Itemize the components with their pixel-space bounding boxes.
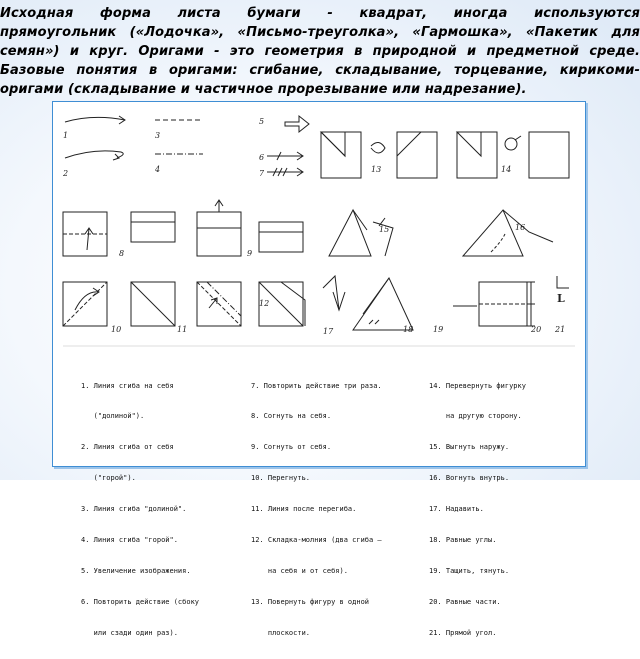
legend-column-2: [251, 360, 382, 659]
symbol-12-zigzag-fold: [197, 282, 305, 326]
label-16: 16: [515, 223, 526, 232]
symbol-8-fold-forward: [63, 212, 107, 256]
legend-line: 14. Перевернуть фигурку: [429, 381, 526, 390]
label-10: 10: [111, 325, 122, 334]
label-13: 13: [371, 165, 382, 174]
legend-line: 19. Тащить, тянуть.: [429, 566, 510, 575]
label-5: 5: [259, 117, 265, 126]
intro-line-4: Базовые понятия в оригами: сгибание, складывание, торцевание, кирикоми-: [0, 63, 640, 78]
legend-line: или сзади один раз).: [81, 628, 178, 637]
label-4: 4: [155, 165, 161, 174]
legend-line: на другую сторону.: [429, 412, 522, 421]
legend-line: 3. Линия сгиба "долиной".: [81, 505, 187, 514]
label-7: 7: [259, 169, 265, 178]
legend-line: 1. Линия сгиба на себя: [81, 381, 174, 390]
legend-line: 6. Повторить действие (сбоку: [81, 597, 200, 606]
legend-line: 20. Равные части.: [429, 597, 501, 606]
label-2: 2: [63, 169, 69, 178]
symbol-11-line-after-fold: [131, 282, 175, 326]
symbol-16-fold-in: [463, 210, 553, 256]
legend-line: 17. Надавить.: [429, 505, 484, 514]
label-18: 18: [403, 325, 414, 334]
legend-line: 5. Увеличение изображения.: [81, 566, 191, 575]
legend-line: 4. Линия сгиба "горой".: [81, 536, 178, 545]
label-21: 21: [555, 325, 566, 334]
intro-line-1: Исходная форма листа бумаги - квадрат, иногда используются: [0, 6, 640, 21]
symbol-5-enlarge-arrow: [285, 116, 309, 132]
intro-line-2: прямоугольник («Лодочка», «Письмо-треуголка», «Гармошка», «Пакетик для: [0, 25, 640, 40]
symbol-18-equal-angles: [353, 278, 413, 330]
symbol-14-turn-over: [457, 132, 569, 178]
label-9: 9: [247, 249, 253, 258]
label-right-angle-L: L: [557, 292, 565, 305]
legend-line: 12. Складка-молния (два сгиба —: [251, 536, 382, 545]
intro-text: [0, 4, 640, 99]
legend-line: 2. Линия сгиба от себя: [81, 443, 174, 452]
legend-line: 10. Перегнуть.: [251, 474, 311, 483]
legend-line: 13. Повернуть фигуру в одной: [251, 597, 370, 606]
legend-line: 18. Равные углы.: [429, 536, 497, 545]
label-19: 19: [433, 325, 444, 334]
label-11: 11: [177, 325, 188, 334]
legend-line: 8. Согнуть на себя.: [251, 412, 332, 421]
legend-line: 9. Согнуть от себя.: [251, 443, 332, 452]
symbol-17-press: [323, 276, 345, 310]
intro-line-5: оригами (складывание и частичное прорезывание или надрезание).: [0, 82, 527, 97]
label-20: 20: [531, 325, 542, 334]
symbol-10-fold-over: [63, 282, 107, 326]
legend-line: ("долиной").: [81, 412, 145, 421]
label-14: 14: [501, 165, 512, 174]
label-3: 3: [155, 131, 161, 140]
symbol-20-equal-parts: [479, 282, 535, 326]
legend-line: 16. Вогнуть внутрь.: [429, 474, 510, 483]
symbol-9-fold-backward: [131, 200, 303, 256]
origami-symbols-figure: [52, 101, 586, 637]
intro-line-3: семян») и круг. Оригами - это геометрия в природной и предметной среде.: [0, 44, 640, 59]
legend-line: на себя и от себя).: [251, 566, 348, 575]
symbol-7-repeat-three-arrow: [267, 168, 303, 176]
legend-line: 15. Выгнуть наружу.: [429, 443, 510, 452]
legend-line: ("горой").: [81, 474, 136, 483]
symbol-1-valley-arrow: [65, 116, 125, 124]
legend-line: плоскости.: [251, 628, 311, 637]
symbol-6-repeat-arrow: [267, 152, 303, 160]
legend-column-3: [429, 360, 526, 659]
label-12: 12: [259, 299, 270, 308]
legend-column-1: [81, 360, 199, 659]
legend-line: 21. Прямой угол.: [429, 628, 497, 637]
label-6: 6: [259, 153, 265, 162]
legend-line: 7. Повторить действие три раза.: [251, 381, 382, 390]
label-1: 1: [63, 131, 69, 140]
label-15: 15: [379, 225, 390, 234]
label-17: 17: [323, 327, 334, 336]
symbol-2-mountain-arrow: [65, 151, 123, 160]
legend-line: 11. Линия после перегиба.: [251, 505, 357, 514]
label-8: 8: [119, 249, 125, 258]
symbol-21-right-angle: [557, 276, 569, 288]
